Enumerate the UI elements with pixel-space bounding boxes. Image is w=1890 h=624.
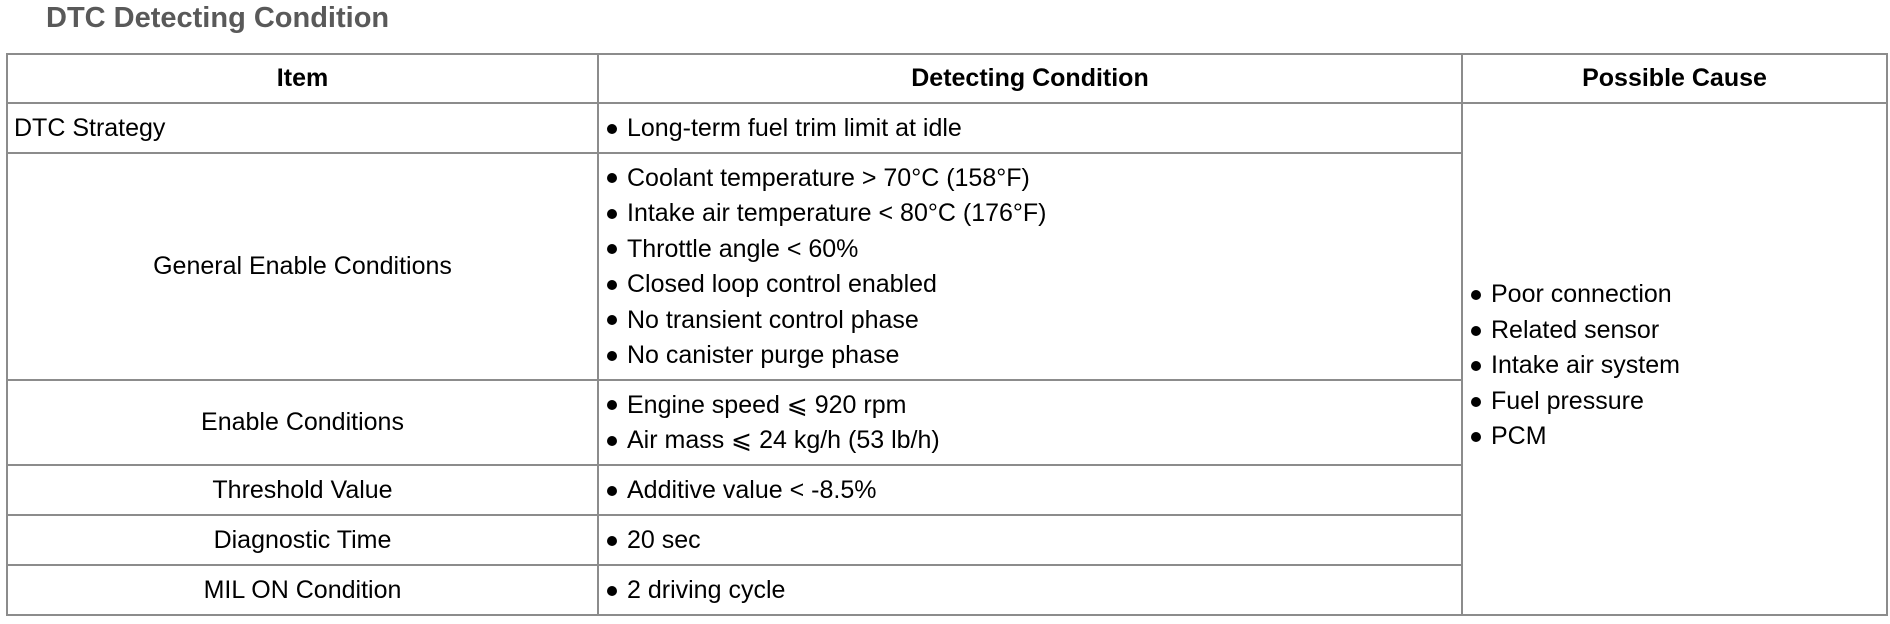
bullet-icon xyxy=(607,486,617,496)
condition-text: No canister purge phase xyxy=(627,341,900,369)
bullet-icon xyxy=(607,209,617,219)
cause-text: Intake air system xyxy=(1491,351,1680,380)
condition-item xyxy=(607,232,1455,268)
condition-item xyxy=(607,388,1455,424)
bullet-icon xyxy=(607,586,617,596)
item-cell-threshold-value: Threshold Value xyxy=(7,465,598,515)
condition-cell xyxy=(598,465,1462,515)
bullet-icon xyxy=(1471,326,1481,336)
cause-item xyxy=(1471,384,1886,420)
condition-text: Air mass ⩽ 24 kg/h (53 lb/h) xyxy=(627,426,940,454)
table-row xyxy=(7,103,1887,153)
condition-text: Long-term fuel trim limit at idle xyxy=(627,113,962,142)
bullet-icon xyxy=(607,124,617,134)
header-detecting-condition: Detecting Condition xyxy=(598,54,1462,103)
bullet-icon xyxy=(607,280,617,290)
condition-cell xyxy=(598,153,1462,380)
cause-text: PCM xyxy=(1491,422,1547,451)
condition-item xyxy=(607,303,1455,339)
condition-cell xyxy=(598,103,1462,153)
cause-item xyxy=(1471,313,1886,349)
item-cell-mil-on-condition: MIL ON Condition xyxy=(7,565,598,615)
bullet-icon xyxy=(1471,397,1481,407)
bullet-icon xyxy=(607,244,617,254)
condition-text: 20 sec xyxy=(627,525,701,554)
condition-item xyxy=(607,196,1455,232)
page-title: DTC Detecting Condition xyxy=(46,2,390,34)
cause-text: Poor connection xyxy=(1491,280,1672,309)
condition-text: Additive value < -8.5% xyxy=(627,475,877,504)
cause-item xyxy=(1471,348,1886,384)
condition-text: No transient control phase xyxy=(627,305,919,334)
condition-item xyxy=(607,111,1455,147)
bullet-icon xyxy=(607,536,617,546)
dtc-table xyxy=(6,53,1888,616)
condition-item xyxy=(607,473,1455,509)
cause-text: Fuel pressure xyxy=(1491,386,1644,415)
condition-item xyxy=(607,338,1455,374)
header-item: Item xyxy=(7,54,598,103)
header-possible-cause: Possible Cause xyxy=(1462,54,1887,103)
condition-item xyxy=(607,573,1455,609)
item-cell-diagnostic-time: Diagnostic Time xyxy=(7,515,598,565)
condition-text: Engine speed ⩽ 920 rpm xyxy=(627,390,907,419)
condition-item xyxy=(607,523,1455,559)
cause-item xyxy=(1471,419,1886,455)
possible-cause-cell xyxy=(1462,103,1887,615)
bullet-icon xyxy=(607,315,617,325)
condition-text: Coolant temperature > 70°C (158°F) xyxy=(627,163,1030,192)
condition-item xyxy=(607,423,1455,459)
cause-text: Related sensor xyxy=(1491,315,1660,344)
bullet-icon xyxy=(607,351,617,361)
item-cell-general-enable-conditions: General Enable Conditions xyxy=(7,153,598,380)
bullet-icon xyxy=(1471,432,1481,442)
condition-text: Throttle angle < 60% xyxy=(627,234,859,263)
condition-text: Closed loop control enabled xyxy=(627,270,937,298)
condition-cell xyxy=(598,380,1462,465)
bullet-icon xyxy=(607,400,617,410)
bullet-icon xyxy=(607,436,617,446)
item-cell-enable-conditions: Enable Conditions xyxy=(7,380,598,465)
table-header-row xyxy=(7,54,1887,103)
condition-text: Intake air temperature < 80°C (176°F) xyxy=(627,199,1047,227)
cause-item xyxy=(1471,277,1886,313)
item-cell-dtc-strategy: DTC Strategy xyxy=(7,103,598,153)
condition-cell xyxy=(598,515,1462,565)
condition-cell xyxy=(598,565,1462,615)
condition-item xyxy=(607,161,1455,197)
bullet-icon xyxy=(607,173,617,183)
condition-text: 2 driving cycle xyxy=(627,575,786,604)
bullet-icon xyxy=(1471,361,1481,371)
bullet-icon xyxy=(1471,290,1481,300)
condition-item xyxy=(607,267,1455,303)
